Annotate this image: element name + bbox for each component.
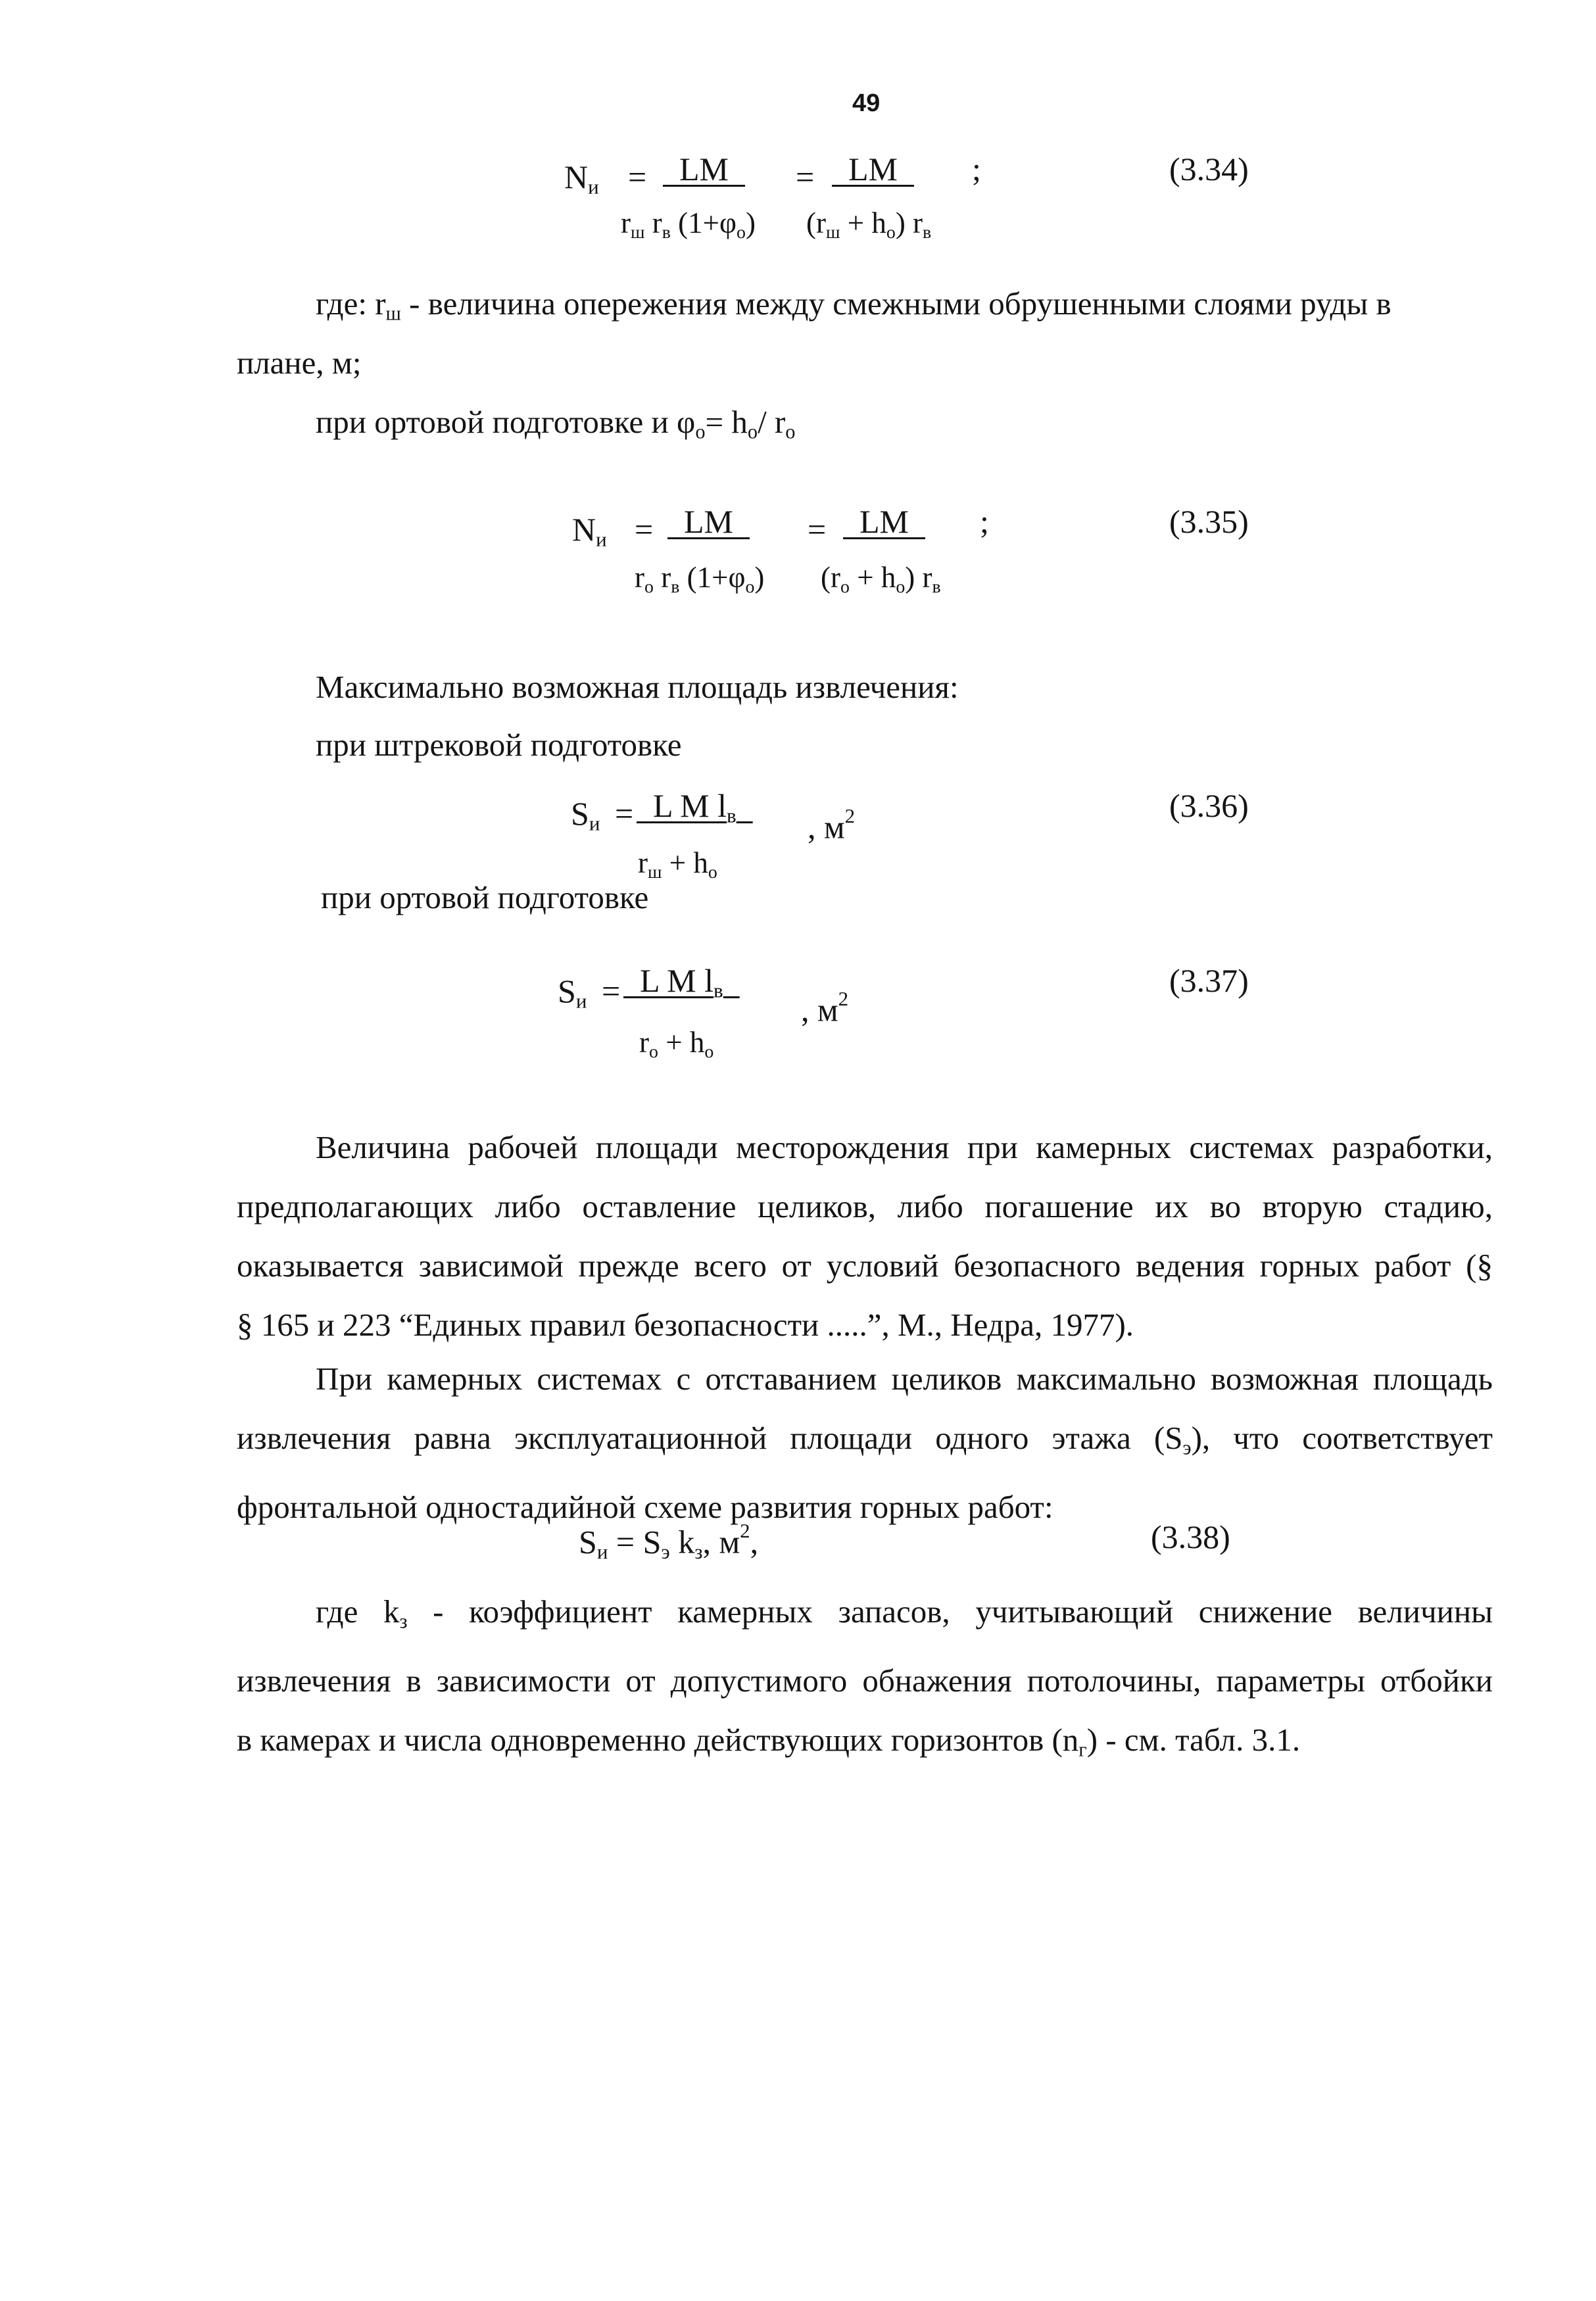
paragraph-line: При камерных системах с отставанием целиков максимально возможная площадь xyxy=(316,1361,1493,1397)
semicolon: ; xyxy=(980,503,989,540)
paragraph-line: извлечения в зависимости от допустимого обнажения потолочины, параметры отбойки xyxy=(237,1662,1493,1699)
eq-lhs: $S_и$ xyxy=(558,973,587,1013)
eq-numerator: L M $l_в$ xyxy=(640,962,723,1002)
eq-denominator: $(r_ш + h_о)$ $r_в$ xyxy=(806,206,932,243)
section-heading: Максимально возможная площадь извлечения: xyxy=(316,669,959,705)
eq-numerator: LM xyxy=(679,151,729,187)
eq-denominator: $r_о + h_о$ xyxy=(639,1026,714,1062)
paragraph xyxy=(237,1349,1493,1537)
paragraph-line: оказывается зависимой прежде всего от условий безопасного ведения горных работ (§ xyxy=(237,1247,1493,1284)
eq-denominator: $r_о$ $r_в$ $(1+\varphi_о)$ xyxy=(635,561,765,597)
paragraph xyxy=(237,1582,1493,1779)
eq-unit: , $м^2$ xyxy=(808,804,856,846)
eq-denominator: $r_ш$ $r_в$ $(1+\varphi_о)$ xyxy=(621,206,756,243)
eq-numerator: LM xyxy=(848,151,898,187)
eq-lhs: $S_и$ xyxy=(571,795,600,835)
equation-number: (3.34) xyxy=(1169,151,1249,187)
equals-sign: = xyxy=(635,511,654,548)
equation-number: (3.38) xyxy=(1151,1518,1230,1555)
equals-sign: = xyxy=(808,511,827,548)
eq-numerator: LM xyxy=(859,503,909,540)
text-line: при ортовой подготовке и $\varphi_о= h_о/$ $r_о$ xyxy=(316,404,796,443)
text-line: плане, м; xyxy=(237,345,362,381)
paragraph-line: предполагающих либо оставление целиков, либо погашение их во вторую стадию, xyxy=(237,1188,1493,1224)
equation-number: (3.36) xyxy=(1169,787,1249,824)
equation-number: (3.35) xyxy=(1169,503,1249,540)
paragraph-line: где $k_з$ - коэффициент камерных запасов, учитывающий снижение величины xyxy=(316,1593,1493,1633)
eq-unit: , $м^2$ xyxy=(801,987,849,1029)
paragraph-line: в камерах и числа одновременно действующих горизонтов $(n_г)$ - см. табл. 3.1. xyxy=(237,1721,1301,1760)
equals-sign: = xyxy=(796,158,815,195)
text-line: при ортовой подготовке xyxy=(321,879,649,915)
eq-denominator: $(r_о + h_о)$ $r_в$ xyxy=(821,561,941,597)
page-number: 49 xyxy=(852,89,881,117)
paragraph-line: фронтальной одностадийной схеме развития горных работ: xyxy=(237,1488,1053,1525)
equation-number: (3.37) xyxy=(1169,962,1249,999)
equals-sign: = xyxy=(628,158,647,195)
paragraph xyxy=(237,1118,1493,1355)
eq-denominator: $r_ш + h_о$ xyxy=(638,846,717,883)
eq-numerator: LM xyxy=(684,503,733,540)
paragraph-line: § 165 и 223 “Единых правил безопасности .....”, М., Недра, 1977). xyxy=(237,1307,1134,1343)
eq-lhs: $N_и$ xyxy=(572,511,607,551)
equals-sign: = xyxy=(602,973,621,1009)
paragraph-line: извлечения равна эксплуатационной площади одного этажа $(S_э)$, что соответствует xyxy=(237,1420,1493,1459)
eq-lhs: $N_и$ xyxy=(564,158,599,199)
equals-sign: = xyxy=(615,795,634,832)
eq-body: $S_и = S_э$ $k_з$, $м^2$, xyxy=(579,1519,759,1563)
text-line: при штрековой подготовке xyxy=(316,727,682,763)
text-line: где: $r_ш$ - величина опережения между смежными обрушенными слоями руды в xyxy=(316,285,1391,325)
semicolon: ; xyxy=(972,151,981,187)
eq-numerator: L M $l_в$ xyxy=(653,787,737,827)
paragraph-line: Величина рабочей площади месторождения при камерных системах разработки, xyxy=(316,1129,1493,1165)
